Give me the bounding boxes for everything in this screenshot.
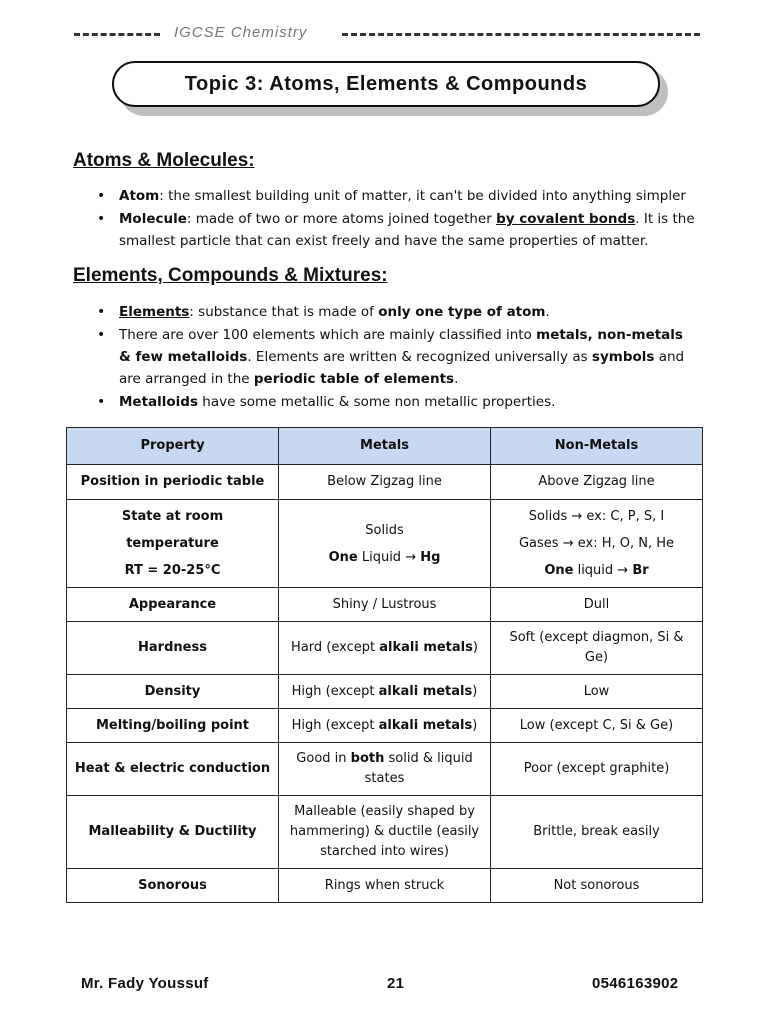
header-subject: IGCSE Chemistry [174, 24, 308, 41]
cell-property: Sonorous [67, 869, 279, 903]
header-metals: Metals [279, 428, 491, 465]
header-dash-right [342, 33, 700, 36]
cell-metals: Malleable (easily shaped by hammering) & ductile (easily starched into wires) [279, 796, 491, 869]
properties-table [66, 427, 703, 903]
cell-property: Position in periodic table [67, 465, 279, 500]
cell-non-metals: Above Zigzag line [491, 465, 703, 500]
section-heading-atoms-molecules: Atoms & Molecules: [73, 150, 255, 171]
cell-property: Melting/boiling point [67, 709, 279, 743]
list-item-metalloids: • Metalloids have some metallic & some non metallic properties. [97, 391, 697, 413]
cell-non-metals: Low [491, 675, 703, 709]
cell-metals: Solids One Liquid → Hg [279, 500, 491, 588]
table-row [67, 796, 703, 869]
cell-non-metals: Soft (except diagmon, Si & Ge) [491, 622, 703, 675]
topic-title: Topic 3: Atoms, Elements & Compounds [184, 72, 588, 95]
cell-non-metals: Brittle, break easily [491, 796, 703, 869]
table-row [67, 675, 703, 709]
section-heading-elements-compounds: Elements, Compounds & Mixtures: [73, 265, 388, 286]
cell-non-metals: Low (except C, Si & Ge) [491, 709, 703, 743]
table-row [67, 500, 703, 588]
cell-non-metals: Solids → ex: C, P, S, I Gases → ex: H, O, N, He One liquid → Br [491, 500, 703, 588]
cell-metals: High (except alkali metals) [279, 675, 491, 709]
cell-metals: Shiny / Lustrous [279, 588, 491, 622]
table-row [67, 869, 703, 903]
header-dash-left [74, 33, 160, 36]
footer-phone: 0546163902 [592, 975, 679, 992]
cell-property: Density [67, 675, 279, 709]
header-property: Property [67, 428, 279, 465]
topic-title-box [112, 61, 660, 107]
table-row [67, 743, 703, 796]
list-item-molecule: • Molecule: made of two or more atoms joined together by covalent bonds. It is the smallest particle that can exist freely and have the same properties of matter. [97, 208, 697, 252]
table-row [67, 465, 703, 500]
footer-author: Mr. Fady Youssuf [81, 975, 209, 992]
cell-property: Hardness [67, 622, 279, 675]
cell-property: State at room temperature RT = 20-25°C [67, 500, 279, 588]
atoms-list [97, 185, 697, 253]
footer-page-number: 21 [387, 975, 405, 992]
cell-metals: Hard (except alkali metals) [279, 622, 491, 675]
cell-non-metals: Dull [491, 588, 703, 622]
header-non-metals: Non-Metals [491, 428, 703, 465]
cell-property: Malleability & Ductility [67, 796, 279, 869]
list-item-over-100: • There are over 100 elements which are mainly classified into metals, non-metals & few metalloids. Elements are written & recognized universally as symbols and are arranged in the periodic table of elements. [97, 324, 697, 390]
cell-metals: Good in both solid & liquid states [279, 743, 491, 796]
list-item-atom: • Atom: the smallest building unit of matter, it can't be divided into anything simpler [97, 185, 697, 207]
list-item-elements: • Elements: substance that is made of only one type of atom. [97, 301, 697, 323]
cell-metals: High (except alkali metals) [279, 709, 491, 743]
cell-property: Appearance [67, 588, 279, 622]
table-row [67, 588, 703, 622]
cell-non-metals: Not sonorous [491, 869, 703, 903]
elements-list [97, 301, 697, 414]
cell-property: Heat & electric conduction [67, 743, 279, 796]
cell-metals: Below Zigzag line [279, 465, 491, 500]
table-header-row [67, 428, 703, 465]
page-header [74, 24, 700, 44]
cell-non-metals: Poor (except graphite) [491, 743, 703, 796]
table-row [67, 709, 703, 743]
table-row [67, 622, 703, 675]
cell-metals: Rings when struck [279, 869, 491, 903]
